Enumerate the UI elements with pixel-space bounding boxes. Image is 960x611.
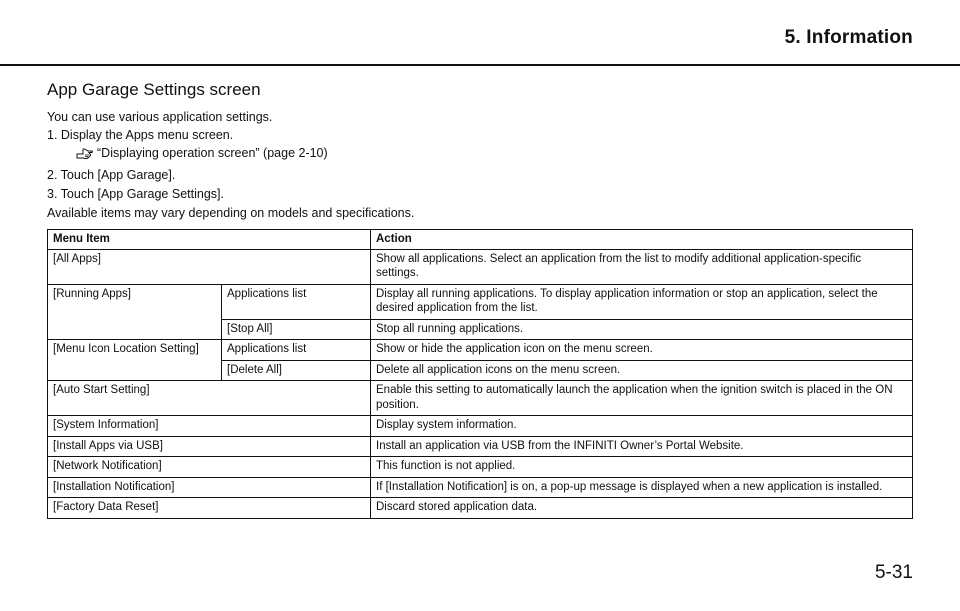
table-row <box>48 498 913 519</box>
sub-item-cell: Applications list <box>222 340 371 361</box>
step-1: 1. Display the Apps menu screen. <box>47 128 234 142</box>
menu-item-cell: [Auto Start Setting] <box>48 381 371 416</box>
menu-item-cell: [Factory Data Reset] <box>48 498 371 519</box>
action-cell: Display system information. <box>371 416 913 437</box>
menu-item-cell: [Menu Icon Location Setting] <box>48 340 222 381</box>
table-row <box>48 416 913 437</box>
step-3: 3. Touch [App Garage Settings]. <box>47 187 224 201</box>
action-cell: Install an application via USB from the INFINITI Owner’s Portal Website. <box>371 436 913 457</box>
table-row <box>48 340 913 361</box>
table-row <box>48 249 913 284</box>
header-action: Action <box>371 230 913 250</box>
action-cell: Display all running applications. To display application information or stop an application, select the desired application from the list. <box>371 284 913 319</box>
intro-text: You can use various application settings. <box>47 110 273 124</box>
menu-item-cell: [Install Apps via USB] <box>48 436 371 457</box>
sub-item-cell: [Delete All] <box>222 360 371 381</box>
table-row <box>48 436 913 457</box>
step-2: 2. Touch [App Garage]. <box>47 168 176 182</box>
action-cell: Discard stored application data. <box>371 498 913 519</box>
action-cell: Show all applications. Select an application from the list to modify additional application-specific settings. <box>371 249 913 284</box>
table-row <box>48 477 913 498</box>
table-header-row <box>48 230 913 250</box>
action-cell: If [Installation Notification] is on, a pop-up message is displayed when a new application is installed. <box>371 477 913 498</box>
chapter-heading: 5. Information <box>784 27 913 48</box>
menu-item-cell: [Running Apps] <box>48 284 222 340</box>
action-cell: This function is not applied. <box>371 457 913 478</box>
availability-note: Available items may vary depending on models and specifications. <box>47 206 415 220</box>
table-row <box>48 457 913 478</box>
reference-hand-icon <box>76 147 94 160</box>
table-row <box>48 381 913 416</box>
menu-item-cell: [System Information] <box>48 416 371 437</box>
header-menu-item: Menu Item <box>48 230 371 250</box>
table-row <box>48 284 913 319</box>
header-divider <box>0 64 960 66</box>
section-title: App Garage Settings screen <box>47 80 261 99</box>
cross-reference[interactable] <box>76 146 328 160</box>
action-cell: Delete all application icons on the menu screen. <box>371 360 913 381</box>
menu-item-cell: [Network Notification] <box>48 457 371 478</box>
action-cell: Enable this setting to automatically launch the application when the ignition switch is placed in the ON position. <box>371 381 913 416</box>
settings-table <box>47 229 913 519</box>
sub-item-cell: Applications list <box>222 284 371 319</box>
action-cell: Show or hide the application icon on the menu screen. <box>371 340 913 361</box>
page-number: 5-31 <box>874 562 913 583</box>
cross-reference-text: “Displaying operation screen” (page 2-10) <box>97 146 328 160</box>
menu-item-cell: [Installation Notification] <box>48 477 371 498</box>
sub-item-cell: [Stop All] <box>222 319 371 340</box>
action-cell: Stop all running applications. <box>371 319 913 340</box>
menu-item-cell: [All Apps] <box>48 249 371 284</box>
